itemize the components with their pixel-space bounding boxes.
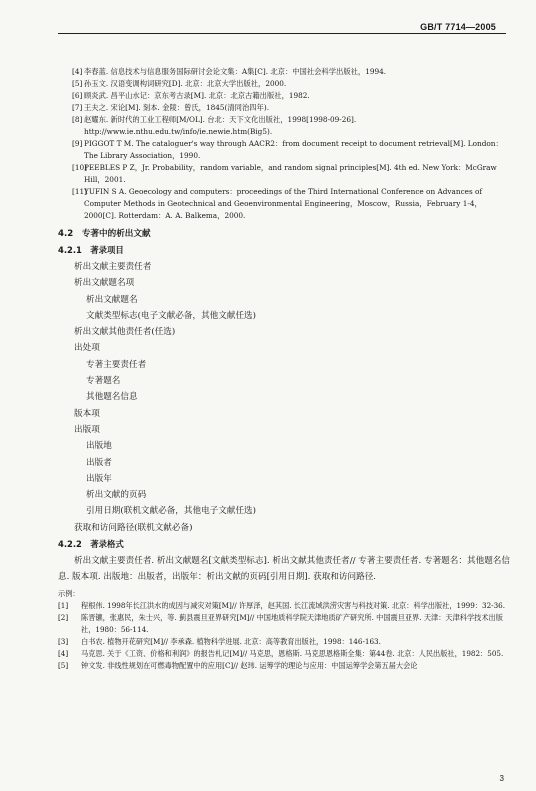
reference-text: 李春蓝. 信息技术与信息服务国际研讨会论文集：A集[C]. 北京：中国社会科学出版社，1994. (84, 67, 387, 76)
header-rule (58, 33, 506, 34)
reference-number: [9] (72, 139, 83, 148)
list-item: 析出文献其他责任者(任选) (74, 327, 176, 338)
reference-entry (58, 114, 510, 138)
example-text: 程根伟. 1998年长江洪水的成因与减灾对策[M]// 许厚泽，赵其国. 长江流域洪涝灾害与科技对策. 北京：科学出版社，1999：32-36. (81, 601, 506, 611)
reference-number: [11] (72, 187, 87, 196)
example-number: [5] (58, 661, 69, 671)
reference-number: [10] (72, 163, 87, 172)
section-heading-4-2-1: 4.2.1 著录项目 (58, 245, 124, 255)
list-item: 出处项 (74, 343, 100, 354)
section-heading-4-2-2: 4.2.2 著录格式 (58, 539, 124, 550)
example-text: 马克思. 关于《工资、价格和利润》的报告札记[M]// 马克思，恩格斯. 马克思恩格斯全集：第44卷. 北京：人民出版社，1982：505. (81, 649, 504, 659)
reference-text: PEEBLES P Z，Jr. Probability，random variable，and random signal principles[M]. 4th ed. New York：McGraw Hill，2001. (84, 163, 497, 184)
example-number: [1] (58, 601, 69, 611)
section-heading-4-2: 4.2 专著中的析出文献 (58, 229, 151, 239)
list-item: 出版地 (86, 441, 112, 452)
example-entry (58, 636, 510, 648)
reference-entry (58, 66, 510, 78)
list-item: 文献类型标志(电子文献必备，其他文献任选) (86, 310, 256, 321)
example-label: 示例： (58, 589, 80, 599)
example-number: [2] (58, 613, 69, 623)
list-item: 析出文献主要责任者 (74, 262, 152, 272)
example-list (58, 600, 510, 672)
reference-text: 王夫之. 宋论[M]. 刻本. 金陵：曾氏，1845(清同治四年). (84, 103, 270, 112)
example-number: [4] (58, 649, 69, 659)
example-number: [3] (58, 637, 69, 647)
list-item: 引用日期(联机文献必备，其他电子文献任选) (86, 506, 256, 517)
reference-entry (58, 90, 510, 102)
list-item: 析出文献的页码 (86, 490, 147, 501)
reference-entry (58, 102, 510, 114)
list-item: 其他题名信息 (86, 392, 138, 403)
example-entry (58, 660, 510, 672)
list-item: 析出文献题名 (86, 294, 138, 305)
list-item: 出版者 (86, 457, 112, 468)
example-text: 钟文发. 非线性规划在可燃毒物配置中的应用[C]// 赵玮. 运筹学的理论与应用：中国运筹学会第五届大会论 (81, 661, 418, 671)
reference-number: [5] (72, 79, 83, 88)
format-paragraph: 析出文献主要责任者. 析出文献题名[文献类型标志]. 析出文献其他责任者// 专著主要责任者. 专著题名：其他题名信息. 版本项. 出版地：出版者，出版年：析出文献的页码[引用日期]. 获取和访问路径. (58, 556, 510, 583)
reference-text: 孙玉文. 汉语变调构词研究[D]. 北京：北京大学出版社，2000. (84, 79, 287, 88)
reference-entry (58, 162, 510, 186)
reference-entry (58, 78, 510, 90)
reference-number: [8] (72, 115, 83, 124)
list-item: 获取和访问路径(联机文献必备) (74, 522, 193, 533)
example-text: 白书农. 植物开花研究[M]// 李承森. 植物科学进展. 北京：高等教育出版社，1998：146-163. (81, 637, 381, 647)
reference-number: [7] (72, 103, 83, 112)
example-text: 陈晋镳，张惠民，朱士兴，等. 蓟县震旦亚界研究[M]// 中国地质科学院天津地质矿产研究所. 中国震旦亚界. 天津：天津科学技术出版社，1980：56-114. (81, 613, 503, 635)
reference-text: PIGGOT T M. The cataloguer's way through AACR2：from document receipt to document retrieval[M]. London：The Library Association，1990. (84, 139, 503, 160)
list-item: 出版项 (74, 424, 100, 435)
example-entry (58, 600, 510, 612)
reference-text: YUFIN S A. Geoecology and computers：proceedings of the Third International Conference on Advances of Computer Methods in Geotechnical and Geoenvironmental Engineering，Moscow，Russia，February 1-4，2000[C]. Rotterdam：A. A. Balkema，2000. (84, 187, 483, 220)
list-item: 出版年 (86, 473, 112, 484)
list-item: 专著主要责任者 (86, 359, 147, 370)
example-entry (58, 612, 510, 636)
reference-entry (58, 138, 510, 162)
standard-number: GB/T 7714—2005 (420, 22, 496, 32)
reference-number: [6] (72, 91, 83, 100)
reference-number: [4] (72, 67, 83, 76)
list-item: 析出文献题名项 (74, 278, 135, 289)
example-entry (58, 648, 510, 660)
list-item: 专著题名 (86, 376, 121, 387)
reference-entry (58, 186, 510, 222)
reference-text: 赵耀东. 新时代的工业工程师[M/OL]. 台北：天下文化出版社，1998[1998-09-26]. http://www.ie.nthu.edu.tw/info/ie.newie.htm(Big5). (84, 115, 357, 136)
item-list (58, 259, 510, 536)
list-item: 版本项 (74, 408, 100, 419)
reference-text: 顾炎武. 昌平山水记：京东考古录[M]. 北京：北京古籍出版社，1982. (84, 91, 310, 100)
page-body (58, 66, 510, 672)
reference-list (58, 66, 510, 222)
page-number: 3 (499, 774, 504, 783)
